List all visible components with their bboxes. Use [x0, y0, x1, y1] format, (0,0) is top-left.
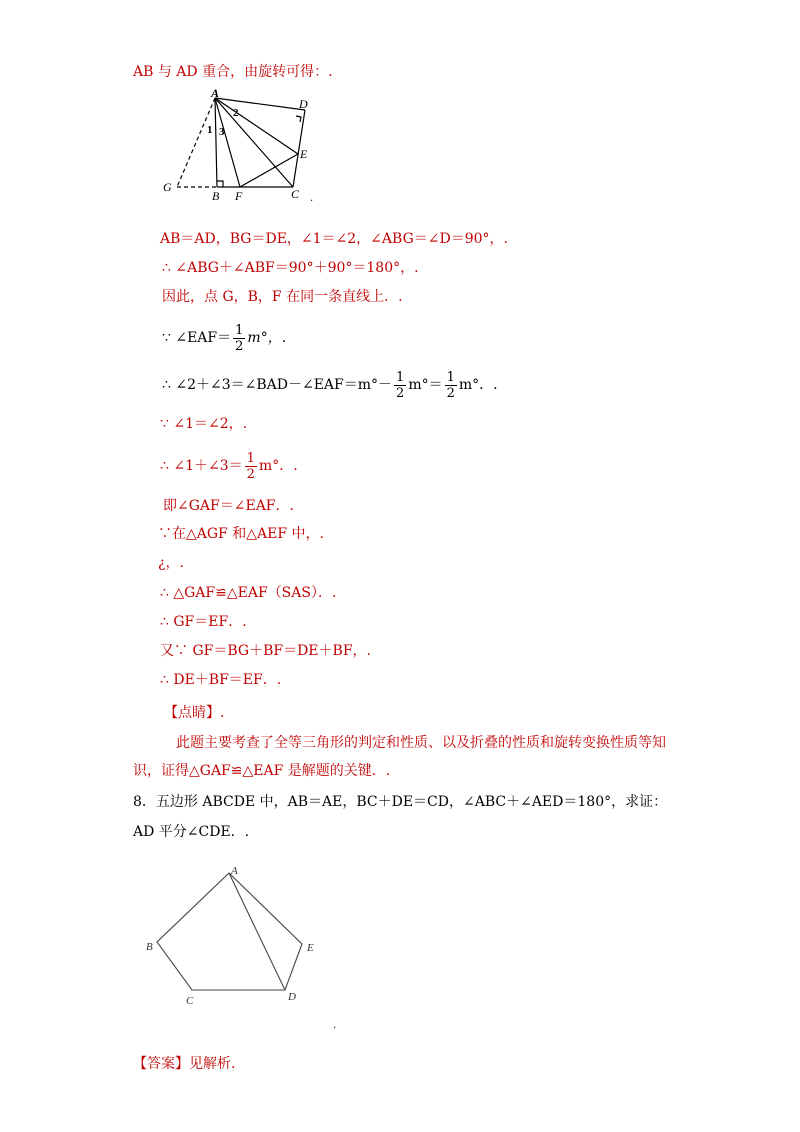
dianjing-text-line-2: 识，证得△GAF≌△EAF 是解题的关键．. — [133, 763, 391, 779]
figure1-caption: . — [310, 193, 314, 204]
solution-line-15: ∴ DE＋BF＝EF．. — [160, 672, 282, 688]
solution-line-14: 又∵ GF＝BG＋BF＝DE＋BF，. — [160, 643, 371, 659]
fig2-label-C: C — [186, 995, 194, 1007]
fig1-label-2: 2 — [233, 107, 239, 119]
solution-line-13: ∴ GF＝EF．. — [160, 614, 247, 630]
figure2-caption: . — [333, 1020, 337, 1031]
solution-line-6: ∴ ∠2＋∠3＝∠BAD－∠EAF＝m°－ $\frac{1}{2}$ m°＝ $\frac{1}{2}$ m°．. — [162, 369, 498, 401]
fig2-label-D: D — [288, 991, 296, 1003]
solution-line-5: ∵ ∠EAF＝ $\frac{1}{2}$ m°，. — [162, 322, 287, 354]
question-8-line-2: AD 平分∠CDE．. — [133, 824, 250, 840]
solution-line-4: 因此，点 G，B，F 在同一条直线上．. — [162, 289, 403, 305]
fig1-label-C: C — [291, 187, 300, 201]
question-8-line-1: 8．五边形 ABCDE 中，AB＝AE，BC＋DE＝CD，∠ABC＋∠AED＝180°，求证： — [133, 794, 668, 810]
solution-line-1: AB 与 AD 重合，由旋转可得：. — [133, 64, 333, 80]
dianjing-heading: 【点睛】. — [164, 705, 225, 721]
solution-line-8: ∴ ∠1＋∠3＝ $\frac{1}{2}$ m°．. — [160, 450, 298, 482]
figure-pentagon — [140, 860, 340, 1010]
solution-line-10: ∵在△AGF 和△AEF 中，. — [158, 526, 324, 542]
solution-line-11: ¿，. — [158, 555, 184, 571]
solution-line-3: ∴ ∠ABG＋∠ABF＝90°＋90°＝180°，. — [162, 260, 419, 276]
fig1-label-A: A — [211, 88, 220, 100]
answer-line — [133, 1054, 235, 1074]
fig1-label-B: B — [212, 189, 220, 203]
solution-line-7: ∵ ∠1＝∠2，. — [160, 416, 248, 432]
solution-line-9: 即∠GAF＝∠EAF．. — [163, 498, 294, 514]
fig1-label-F: F — [235, 189, 243, 203]
solution-line-2: AB＝AD，BG＝DE，∠1＝∠2，∠ABG＝∠D＝90°，. — [160, 231, 508, 247]
answer-label: 【答案】见解析. — [133, 1056, 236, 1072]
fig1-label-1: 1 — [207, 124, 213, 136]
fig1-label-G: G — [163, 180, 172, 194]
solution-line-12: ∴ △GAF≌△EAF（SAS）．. — [160, 585, 337, 601]
fig2-label-A: A — [231, 865, 238, 877]
fig1-label-E: E — [300, 147, 308, 161]
fig2-label-E: E — [307, 942, 314, 954]
fig1-label-D: D — [299, 97, 308, 111]
fig1-label-3: 3 — [219, 126, 225, 138]
dianjing-text-line-1: 此题主要考查了全等三角形的判定和性质、以及折叠的性质和旋转变换性质等知 — [176, 735, 666, 751]
figure-square-rotation — [155, 88, 325, 208]
fig2-label-B: B — [146, 941, 153, 953]
